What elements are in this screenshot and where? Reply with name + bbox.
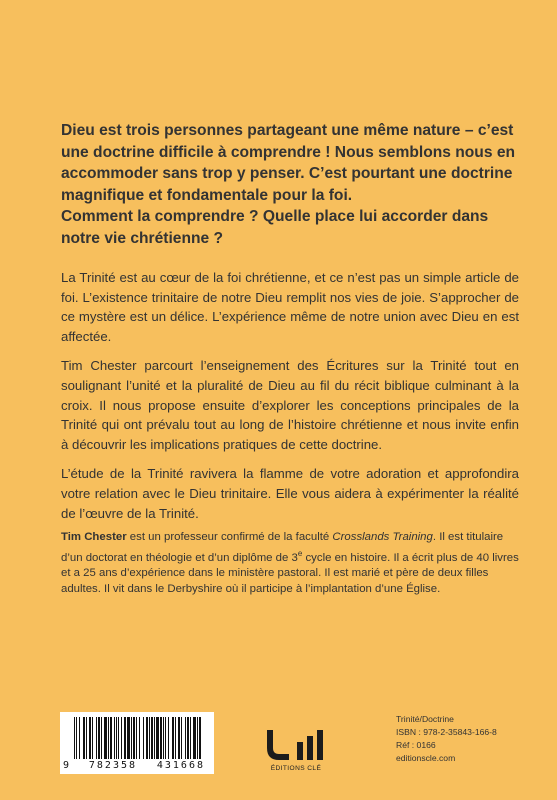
barcode-digits	[63, 760, 211, 771]
barcode-bar	[190, 717, 191, 759]
description-paragraph: L’étude de la Trinité ravivera la flamme de votre adoration et approfondira votre relation avec le Dieu trinitaire. Elle vous aidera à expérimenter la réalité de l’œuvre de la Trinité.	[61, 466, 519, 521]
barcode-bar	[146, 717, 148, 759]
barcode-bar	[143, 717, 144, 759]
superscript: e	[297, 548, 303, 558]
barcode-bar	[193, 717, 196, 759]
barcode-bar	[149, 717, 150, 759]
author-bio-text: cycle en histoire. Il a écrit plus de 40 livres et a 25 ans d’expérience dans le ministère pastoral. Il est marié et père de deux filles adultes. Il vit dans le Derbyshire où il participe à l’implantation d’une Église.	[61, 551, 519, 595]
description-paragraph: La Trinité est au cœur de la foi chrétienne, et ce n’est pas un simple article de foi. L’existence trinitaire de notre Dieu remplit nos vies de joie. S’approcher de ce mystère est un délice. L’expérience même de notre union avec Dieu en est affectée.	[61, 270, 519, 344]
author-name: Tim Chester	[61, 531, 127, 543]
website: editionscle.com	[396, 753, 456, 763]
logo-u-shape	[267, 730, 289, 760]
faculty-name: Crosslands Training	[332, 531, 433, 543]
barcode-bar	[175, 717, 176, 759]
barcode-bar	[163, 717, 164, 759]
barcode-bar	[121, 717, 122, 759]
barcode-bar	[124, 717, 126, 759]
barcode-bar	[168, 717, 169, 759]
barcode-digit-group-1: 782358	[88, 760, 138, 771]
barcode-bar	[136, 717, 137, 759]
barcode-bar	[89, 717, 91, 759]
blurb	[61, 120, 521, 250]
author-bio-text: . Il est titulaire d’un doctorat en théologie et d’un diplôme de 3	[61, 531, 504, 564]
logo-bar	[297, 742, 303, 760]
barcode-bar	[110, 717, 112, 759]
barcode-bar	[178, 717, 180, 759]
barcode-bar	[185, 717, 186, 759]
publisher-logo	[263, 726, 327, 764]
barcode-bar	[165, 717, 166, 759]
publisher-name: ÉDITIONS CLÉ	[270, 765, 322, 772]
barcode-bar	[104, 717, 107, 759]
book-meta	[396, 713, 497, 765]
author-bio-text: est un professeur confirmé de la faculté	[126, 531, 333, 543]
barcode-bar	[181, 717, 182, 759]
barcode-bar	[187, 717, 189, 759]
barcode-bar	[127, 717, 130, 759]
barcode-bar	[139, 717, 140, 759]
barcode-bar	[92, 717, 93, 759]
barcode-bar	[154, 717, 155, 759]
barcode-digit-first: 9	[63, 760, 70, 771]
author-bio	[61, 530, 521, 598]
logo-bar	[307, 736, 313, 760]
blurb-line-2: Comment la comprendre ? Quelle place lui accorder dans notre vie chrétienne ?	[61, 208, 489, 247]
isbn: ISBN : 978-2-35843-166-8	[396, 727, 497, 737]
barcode-bar	[199, 717, 201, 759]
barcode-bar	[116, 717, 117, 759]
barcode-bars	[72, 717, 202, 759]
barcode-bar	[74, 717, 75, 759]
barcode-bar	[151, 717, 153, 759]
barcode-bar	[172, 717, 174, 759]
barcode-bar	[98, 717, 100, 759]
barcode-bar	[76, 717, 77, 759]
barcode-bar	[114, 717, 115, 759]
barcode-bar	[96, 717, 97, 759]
barcode-bar	[131, 717, 132, 759]
barcode-bar	[118, 717, 119, 759]
reference: Réf : 0166	[396, 740, 436, 750]
barcode-bar	[133, 717, 135, 759]
blurb-line-1: Dieu est trois personnes partageant une même nature – c’est une doctrine difficile à comprendre ! Nous semblons nous en accommoder sans trop y penser. C’est pourtant une doctrine magnifique et fondamentale pour la foi.	[61, 122, 516, 204]
description	[61, 268, 519, 533]
category: Trinité/Doctrine	[396, 714, 454, 724]
description-paragraph: Tim Chester parcourt l’enseignement des Écritures sur la Trinité tout en soulignant l’unité et la pluralité de Dieu au fil du récit biblique culminant à la croix. Il nous propose ensuite d’explorer les conceptions principales de la Trinité qui ont prévalu tout au long de l’histoire chrétienne et nous invite enfin à découvrir les implications pratiques de cette doctrine.	[61, 358, 519, 452]
barcode-bar	[160, 717, 162, 759]
barcode-bar	[86, 717, 87, 759]
barcode	[60, 712, 214, 774]
barcode-bar	[156, 717, 159, 759]
barcode-bar	[197, 717, 198, 759]
logo-bar	[317, 730, 323, 760]
barcode-bar	[83, 717, 85, 759]
barcode-bar	[79, 717, 80, 759]
barcode-bar	[101, 717, 102, 759]
barcode-digit-group-2: 431668	[156, 760, 205, 771]
barcode-bar	[108, 717, 109, 759]
